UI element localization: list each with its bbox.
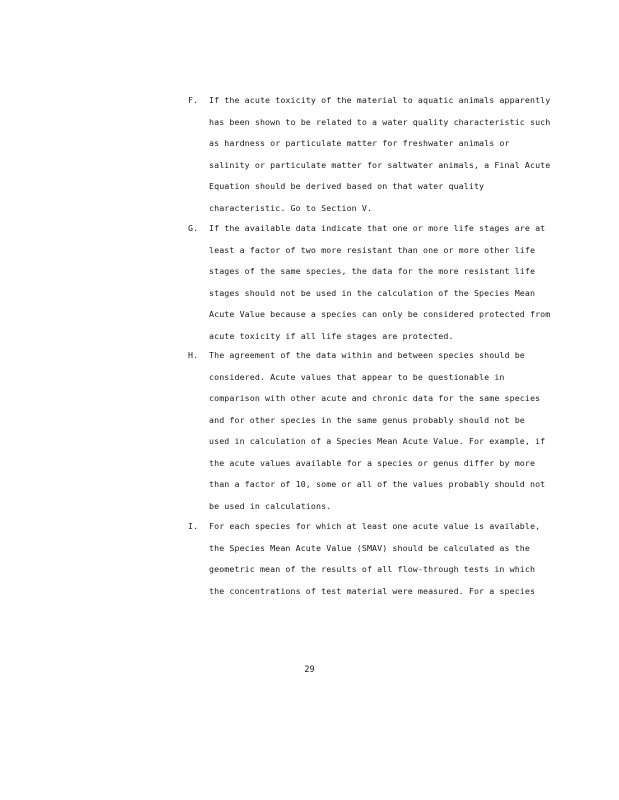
paragraph-g bbox=[188, 218, 588, 347]
text-line: stages of the same species, the data for the more resistant life bbox=[209, 266, 536, 276]
text-line: If the available data indicate that one or more life stages are at bbox=[209, 223, 546, 233]
text-line: considered. Acute values that appear to be questionable in bbox=[209, 371, 505, 382]
text-line: characteristic. Go to Section V. bbox=[209, 202, 373, 213]
text-line: The agreement of the data within and between species should be bbox=[209, 350, 525, 360]
text-line: Acute Value because a species can only be considered protected from bbox=[209, 309, 551, 319]
paragraph-body bbox=[209, 90, 588, 219]
text-line: comparison with other acute and chronic data for the same species bbox=[209, 393, 541, 403]
text-line: acute toxicity if all life stages are protected. bbox=[209, 330, 454, 341]
paragraph-body bbox=[209, 218, 588, 347]
text-line: as hardness or particulate matter for freshwater animals or bbox=[209, 138, 510, 148]
paragraph-marker: H. bbox=[188, 350, 199, 360]
paragraph-marker: F. bbox=[188, 95, 199, 105]
paragraph-marker: G. bbox=[188, 223, 199, 233]
text-line: the acute values available for a species or genus differ by more bbox=[209, 457, 536, 468]
paragraph-body bbox=[209, 345, 588, 517]
page-number: 29 bbox=[304, 665, 315, 675]
text-line: least a factor of two more resistant than one or more other life bbox=[209, 244, 536, 255]
text-line: geometric mean of the results of all flow-through tests in which bbox=[209, 564, 536, 574]
paragraph-body bbox=[209, 516, 588, 602]
paragraph-marker: I. bbox=[188, 521, 199, 531]
text-line: salinity or particulate matter for saltwater animals, a Final Acute bbox=[209, 159, 551, 170]
text-line: has been shown to be related to a water quality characteristic such bbox=[209, 116, 551, 127]
text-line: If the acute toxicity of the material to aquatic animals apparently bbox=[209, 95, 551, 105]
paragraph-f bbox=[188, 90, 588, 219]
text-line: and for other species in the same genus probably should not be bbox=[209, 414, 525, 425]
paragraph-i bbox=[188, 516, 588, 602]
text-line: Equation should be derived based on that water quality bbox=[209, 181, 485, 191]
text-line: stages should not be used in the calculation of the Species Mean bbox=[209, 287, 536, 298]
text-line: used in calculation of a Species Mean Acute Value. For example, if bbox=[209, 436, 546, 446]
text-line: For each species for which at least one acute value is available, bbox=[209, 521, 541, 531]
text-line: than a factor of 10, some or all of the values probably should not bbox=[209, 479, 546, 489]
paragraph-h bbox=[188, 345, 588, 517]
text-line: be used in calculations. bbox=[209, 500, 332, 511]
text-line: the Species Mean Acute Value (SMAV) should be calculated as the bbox=[209, 542, 530, 553]
text-line: the concentrations of test material were measured. For a species bbox=[209, 585, 536, 596]
